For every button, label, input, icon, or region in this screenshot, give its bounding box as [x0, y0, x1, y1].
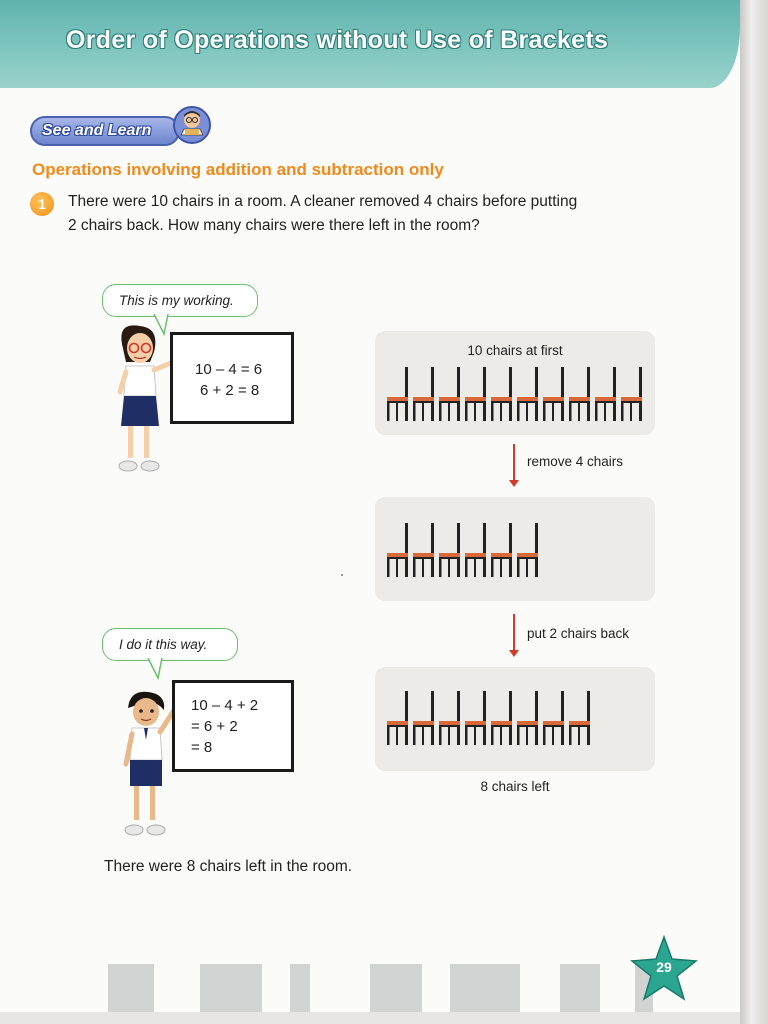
chair-icon: [465, 367, 486, 421]
chairs-panel-after-removal: [375, 497, 655, 601]
chair-icon: [569, 691, 590, 745]
down-arrow-icon: [509, 480, 519, 487]
page-title: Order of Operations without Use of Brackets: [66, 26, 609, 54]
board-line: = 6 + 2: [191, 718, 238, 735]
board-line: 10 – 4 = 6: [195, 361, 263, 378]
girl-speech-text: This is my working.: [119, 293, 234, 308]
answer-text: There were 8 chairs left in the room.: [104, 858, 353, 875]
chair-icon: [439, 523, 460, 577]
boy-speech-bubble: [102, 628, 238, 661]
girl-working-board: [170, 332, 294, 424]
chairs-panel-final: [375, 667, 655, 771]
arrow-label-put-back: put 2 chairs back: [527, 626, 630, 641]
chair-icon: [387, 691, 408, 745]
board-line: = 8: [191, 739, 213, 756]
chair-icon: [491, 691, 512, 745]
chair-row: [385, 519, 647, 583]
see-and-learn-label: See and Learn: [42, 122, 152, 139]
chairs-panel-first: [375, 331, 655, 435]
question-line: There were 10 chairs in a room. A cleaner removed 4 chairs before putting: [68, 193, 578, 210]
chair-icon: [413, 367, 434, 421]
board-line: 6 + 2 = 8: [200, 382, 260, 399]
chair-icon: [465, 523, 486, 577]
chair-icon: [465, 691, 486, 745]
reading-child-icon: [172, 105, 212, 145]
chair-icon: [413, 691, 434, 745]
print-speck: [341, 574, 343, 576]
question-number-badge: 1: [30, 192, 54, 216]
chair-icon: [543, 691, 564, 745]
chair-icon: [595, 367, 616, 421]
chair-icon: [439, 691, 460, 745]
arrow-label-remove: remove 4 chairs: [527, 454, 624, 469]
final-chairs-label: 8 chairs left: [480, 779, 550, 794]
chair-icon: [387, 367, 408, 421]
chair-icon: [517, 523, 538, 577]
chair-icon: [517, 367, 538, 421]
page-number: 29: [656, 959, 672, 975]
boy-speech-text: I do it this way.: [119, 637, 208, 652]
chair-icon: [491, 523, 512, 577]
boy-working-board: [172, 680, 294, 772]
see-and-learn-badge: [30, 116, 180, 146]
down-arrow-icon: [509, 650, 519, 657]
chair-icon: [569, 367, 590, 421]
question-line: 2 chairs back. How many chairs were there left in the room?: [68, 217, 480, 234]
board-line: 10 – 4 + 2: [191, 697, 259, 714]
section-heading: Operations involving addition and subtraction only: [32, 160, 444, 179]
arrow-line: [513, 444, 515, 480]
chair-row: [385, 687, 647, 751]
arrow-line: [513, 614, 515, 650]
chair-icon: [543, 367, 564, 421]
speech-tail: [144, 658, 174, 680]
chair-icon: [439, 367, 460, 421]
chair-icon: [621, 367, 642, 421]
girl-speech-bubble: [102, 284, 258, 317]
chair-icon: [517, 691, 538, 745]
chair-icon: [387, 523, 408, 577]
panel-label: 10 chairs at first: [467, 343, 563, 358]
chair-row: [385, 363, 647, 427]
header-banner: [0, 0, 740, 88]
question-text: [68, 190, 628, 238]
page-edge: [740, 0, 768, 1024]
chair-icon: [413, 523, 434, 577]
chair-icon: [491, 367, 512, 421]
